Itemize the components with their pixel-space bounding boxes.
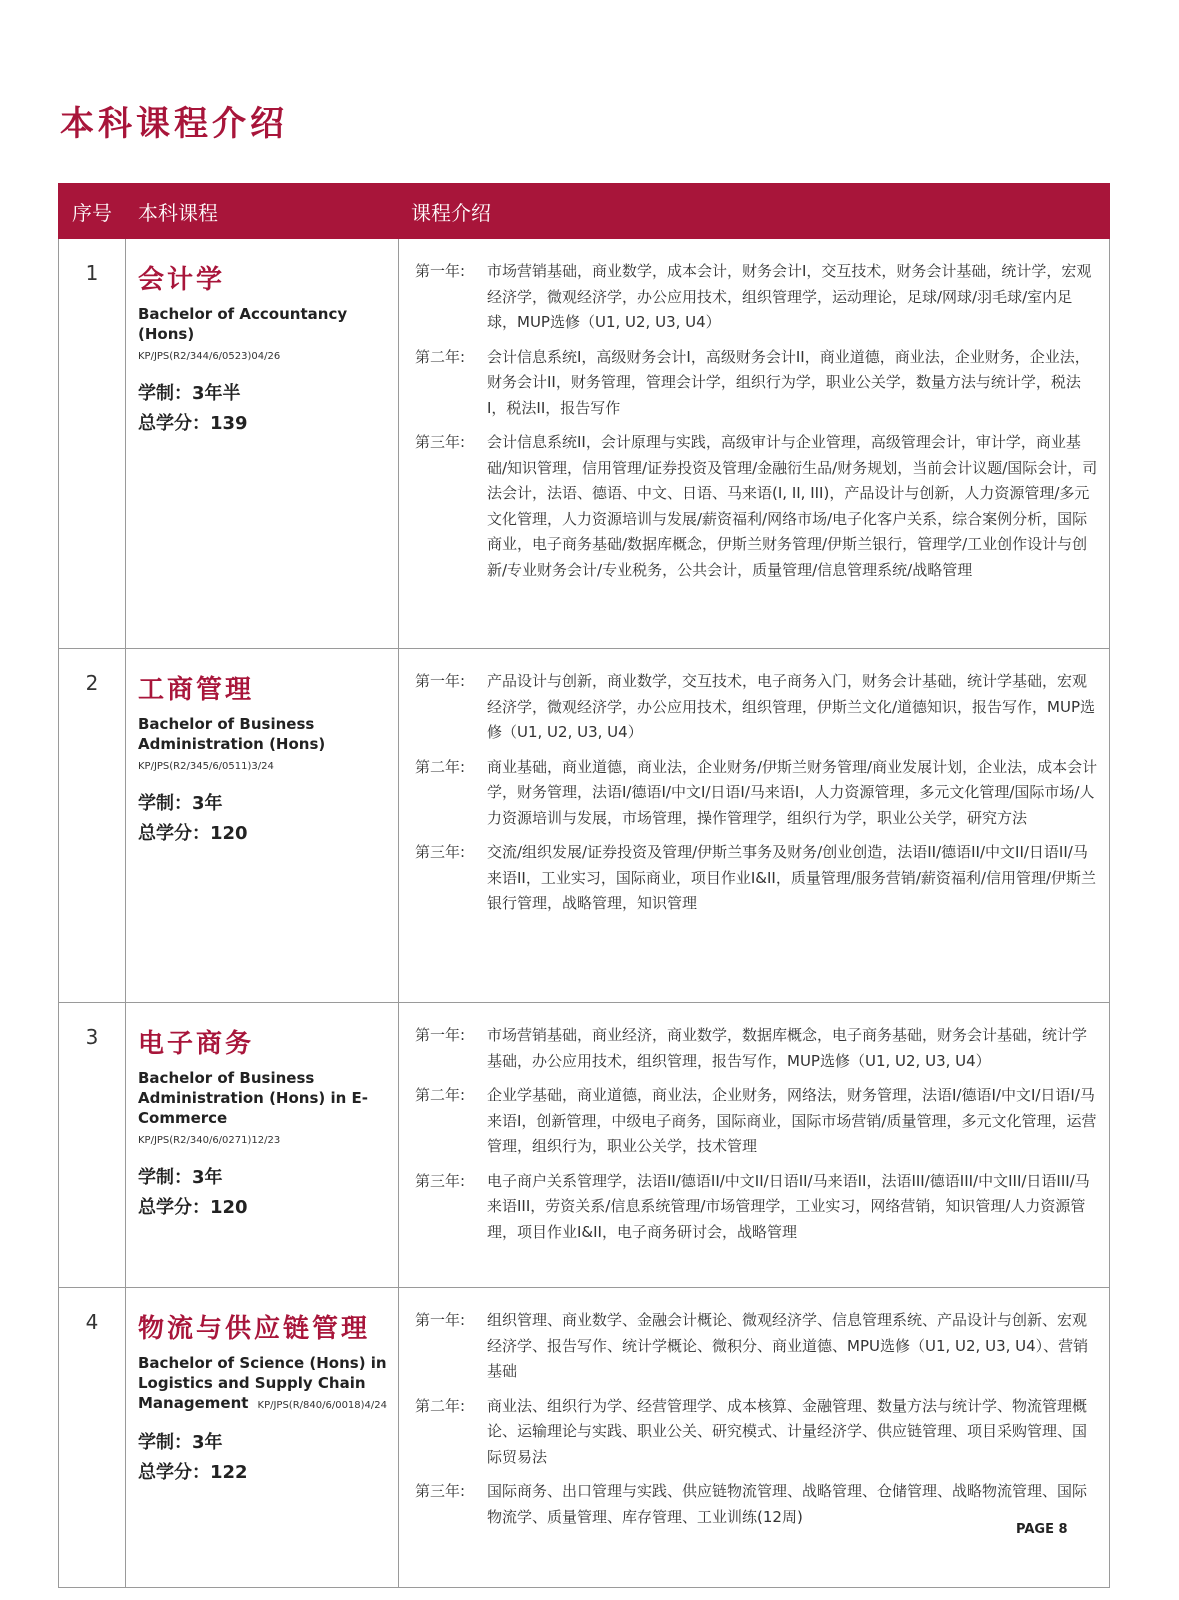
description-cell (399, 239, 1110, 649)
program-cell (126, 239, 399, 649)
year-3 (415, 1479, 1099, 1530)
year-3 (415, 430, 1099, 583)
year-courses: 商业基础，商业道德，商业法，企业财务/伊斯兰财务管理/商业发展计划，企业法，成本会计学，财务管理，法语I/德语I/中文I/日语I/马来语I，人力资源管理，多元文化管理/国际市场/人力资源培训与发展，市场管理，操作管理学，组织行为学，职业公关学，研究方法 (487, 757, 1098, 827)
program-cell (126, 649, 399, 1003)
program-name-en: Bachelor of Science (Hons) in Logistics and Supply Chain Management (138, 1354, 387, 1412)
program-meta (138, 1163, 390, 1223)
year-label: 第三年: (415, 1171, 466, 1190)
courses-table (58, 183, 1110, 1588)
year-label: 第二年: (415, 757, 466, 776)
program-credits: 总学分：120 (138, 1197, 248, 1218)
program-cell (126, 1003, 399, 1288)
year-label: 第二年: (415, 1086, 466, 1104)
table-header-row (59, 184, 1110, 239)
year-courses: 商业法、组织行为学、经营管理学、成本核算、金融管理、数量方法与统计学、物流管理概论、运输理论与实践、职业公关、研究模式、计量经济学、供应链管理、项目采购管理、国际贸易法 (487, 1396, 1088, 1466)
year-label: 第二年: (415, 1396, 466, 1415)
program-name-en-block (138, 1068, 390, 1151)
program-duration: 学制：3年半 (138, 383, 241, 404)
row-number: 3 (59, 1003, 126, 1288)
program-duration: 学制：3年 (138, 1167, 223, 1188)
program-code: KP/JPS(R/840/6/0018)4/24 (257, 1400, 388, 1411)
year-1 (415, 669, 1099, 746)
year-2 (415, 1394, 1099, 1471)
program-meta (138, 1428, 390, 1488)
row-number: 4 (59, 1288, 126, 1588)
description-cell (399, 649, 1110, 1003)
program-duration: 学制：3年 (138, 1432, 223, 1453)
header-description: 课程介绍 (399, 184, 1110, 239)
table-row (59, 1003, 1110, 1288)
page-number: PAGE 8 (1016, 1522, 1068, 1537)
program-cell (126, 1288, 399, 1588)
description-cell (399, 1288, 1110, 1588)
program-code: KP/JPS(R2/344/6/0523)04/26 (138, 351, 281, 362)
year-1 (415, 1023, 1099, 1074)
program-credits: 总学分：120 (138, 823, 248, 844)
program-name-en-block (138, 714, 390, 777)
year-courses: 企业学基础，商业道德，商业法，企业财务，网络法，财务管理，法语I/德语I/中文I/日语I/马来语I，创新管理，中级电子商务，国际商业，国际市场营销/质量管理，多元文化管理，运营管理，组织行为，职业公关学，技术管理 (487, 1086, 1097, 1155)
year-1 (415, 259, 1099, 336)
program-code: KP/JPS(R2/340/6/0271)12/23 (138, 1135, 281, 1146)
year-3 (415, 1169, 1099, 1246)
table-row (59, 649, 1110, 1003)
year-2 (415, 1083, 1099, 1160)
program-name-en-block (138, 304, 390, 367)
program-name-cn: 物流与供应链管理 (138, 1314, 371, 1344)
program-duration: 学制：3年 (138, 793, 223, 814)
table-row (59, 239, 1110, 649)
year-courses: 组织管理、商业数学、金融会计概论、微观经济学、信息管理系统、产品设计与创新、宏观经济学、报告写作、统计学概论、微积分、商业道德、MPU选修（U1, U2, U3, U4）、营销基础 (487, 1311, 1089, 1380)
year-courses: 会计信息系统I，高级财务会计I，高级财务会计II，商业道德，商业法，企业财务，企业法，财务会计II，财务管理，管理会计学，组织行为学，职业公关学，数量方法与统计学，税法I，税法II，报告写作 (487, 347, 1090, 417)
year-2 (415, 345, 1099, 422)
program-name-cn: 电子商务 (138, 1029, 255, 1059)
row-number: 1 (59, 239, 126, 649)
year-courses: 会计信息系统II，会计原理与实践，高级审计与企业管理，高级管理会计，审计学，商业基础/知识管理，信用管理/证券投资及管理/金融衍生品/财务规划，当前会计议题/国际会计，司法会计，法语、德语、中文、日语、马来语(I, II, III)，产品设计与创新，人力资源管理/多元文化管理，人力资源培训与发展/薪资福利/网络市场/电子化客户关系，综合案例分析，国际商业，电子商务基础/数据库概念，伊斯兰财务管理/伊斯兰银行，管理学/工业创作设计与创新/专业财务会计/专业税务，公共会计，质量管理/信息管理系统/战略管理 (487, 433, 1098, 579)
program-meta (138, 379, 390, 439)
year-courses: 交流/组织发展/证券投资及管理/伊斯兰事务及财务/创业创造，法语II/德语II/中文II/日语II/马来语II，工业实习，国际商业，项目作业I&II，质量管理/服务营销/薪资福利/信用管理/伊斯兰银行管理，战略管理，知识管理 (487, 843, 1097, 912)
year-label: 第二年: (415, 347, 466, 366)
year-1 (415, 1308, 1099, 1385)
program-name-en-block (138, 1353, 390, 1416)
header-program: 本科课程 (126, 184, 399, 239)
year-label: 第三年: (415, 1482, 466, 1500)
year-label: 第一年: (415, 672, 466, 690)
year-courses: 电子商户关系管理学，法语II/德语II/中文II/日语II/马来语II，法语III/德语III/中文III/日语III/马来语III，劳资关系/信息系统管理/市场管理学，工业实习，网络营销，知识管理/人力资源管理，项目作业I&II，电子商务研讨会，战略管理 (487, 1171, 1090, 1241)
year-courses: 国际商务、出口管理与实践、供应链物流管理、战略管理、仓储管理、战略物流管理、国际物流学、质量管理、库存管理、工业训练(12周) (487, 1482, 1088, 1526)
year-label: 第三年: (415, 433, 466, 451)
program-name-cn: 工商管理 (138, 675, 255, 705)
year-3 (415, 840, 1099, 917)
year-label: 第一年: (415, 1026, 466, 1044)
year-label: 第一年: (415, 1311, 466, 1329)
program-code: KP/JPS(R2/345/6/0511)3/24 (138, 761, 274, 772)
year-2 (415, 755, 1099, 832)
program-name-en: Bachelor of Business Administration (Hons) (138, 715, 326, 753)
program-credits: 总学分：122 (138, 1462, 248, 1483)
table-row (59, 1288, 1110, 1588)
year-label: 第一年: (415, 262, 466, 280)
program-credits: 总学分：139 (138, 413, 248, 434)
program-name-cn: 会计学 (138, 265, 226, 295)
description-cell (399, 1003, 1110, 1288)
page-title: 本科课程介绍 (60, 104, 288, 144)
row-number: 2 (59, 649, 126, 1003)
program-meta (138, 789, 390, 849)
year-label: 第三年: (415, 843, 466, 861)
program-name-en: Bachelor of Accountancy (Hons) (138, 305, 348, 343)
year-courses: 市场营销基础，商业数学，成本会计，财务会计I，交互技术，财务会计基础，统计学，宏观经济学，微观经济学，办公应用技术，组织管理学，运动理论，足球/网球/羽毛球/室内足球，MUP选修（U1, U2, U3, U4） (487, 262, 1092, 331)
year-courses: 产品设计与创新，商业数学，交互技术，电子商务入门，财务会计基础，统计学基础，宏观经济学，微观经济学，办公应用技术，组织管理，伊斯兰文化/道德知识，报告写作，MUP选修（U1, U2, U3, U4） (487, 672, 1096, 741)
program-name-en: Bachelor of Business Administration (Hons) in E-Commerce (138, 1069, 368, 1127)
header-number: 序号 (59, 184, 126, 239)
year-courses: 市场营销基础，商业经济，商业数学，数据库概念，电子商务基础，财务会计基础，统计学基础，办公应用技术，组织管理，报告写作，MUP选修（U1, U2, U3, U4） (487, 1026, 1088, 1070)
